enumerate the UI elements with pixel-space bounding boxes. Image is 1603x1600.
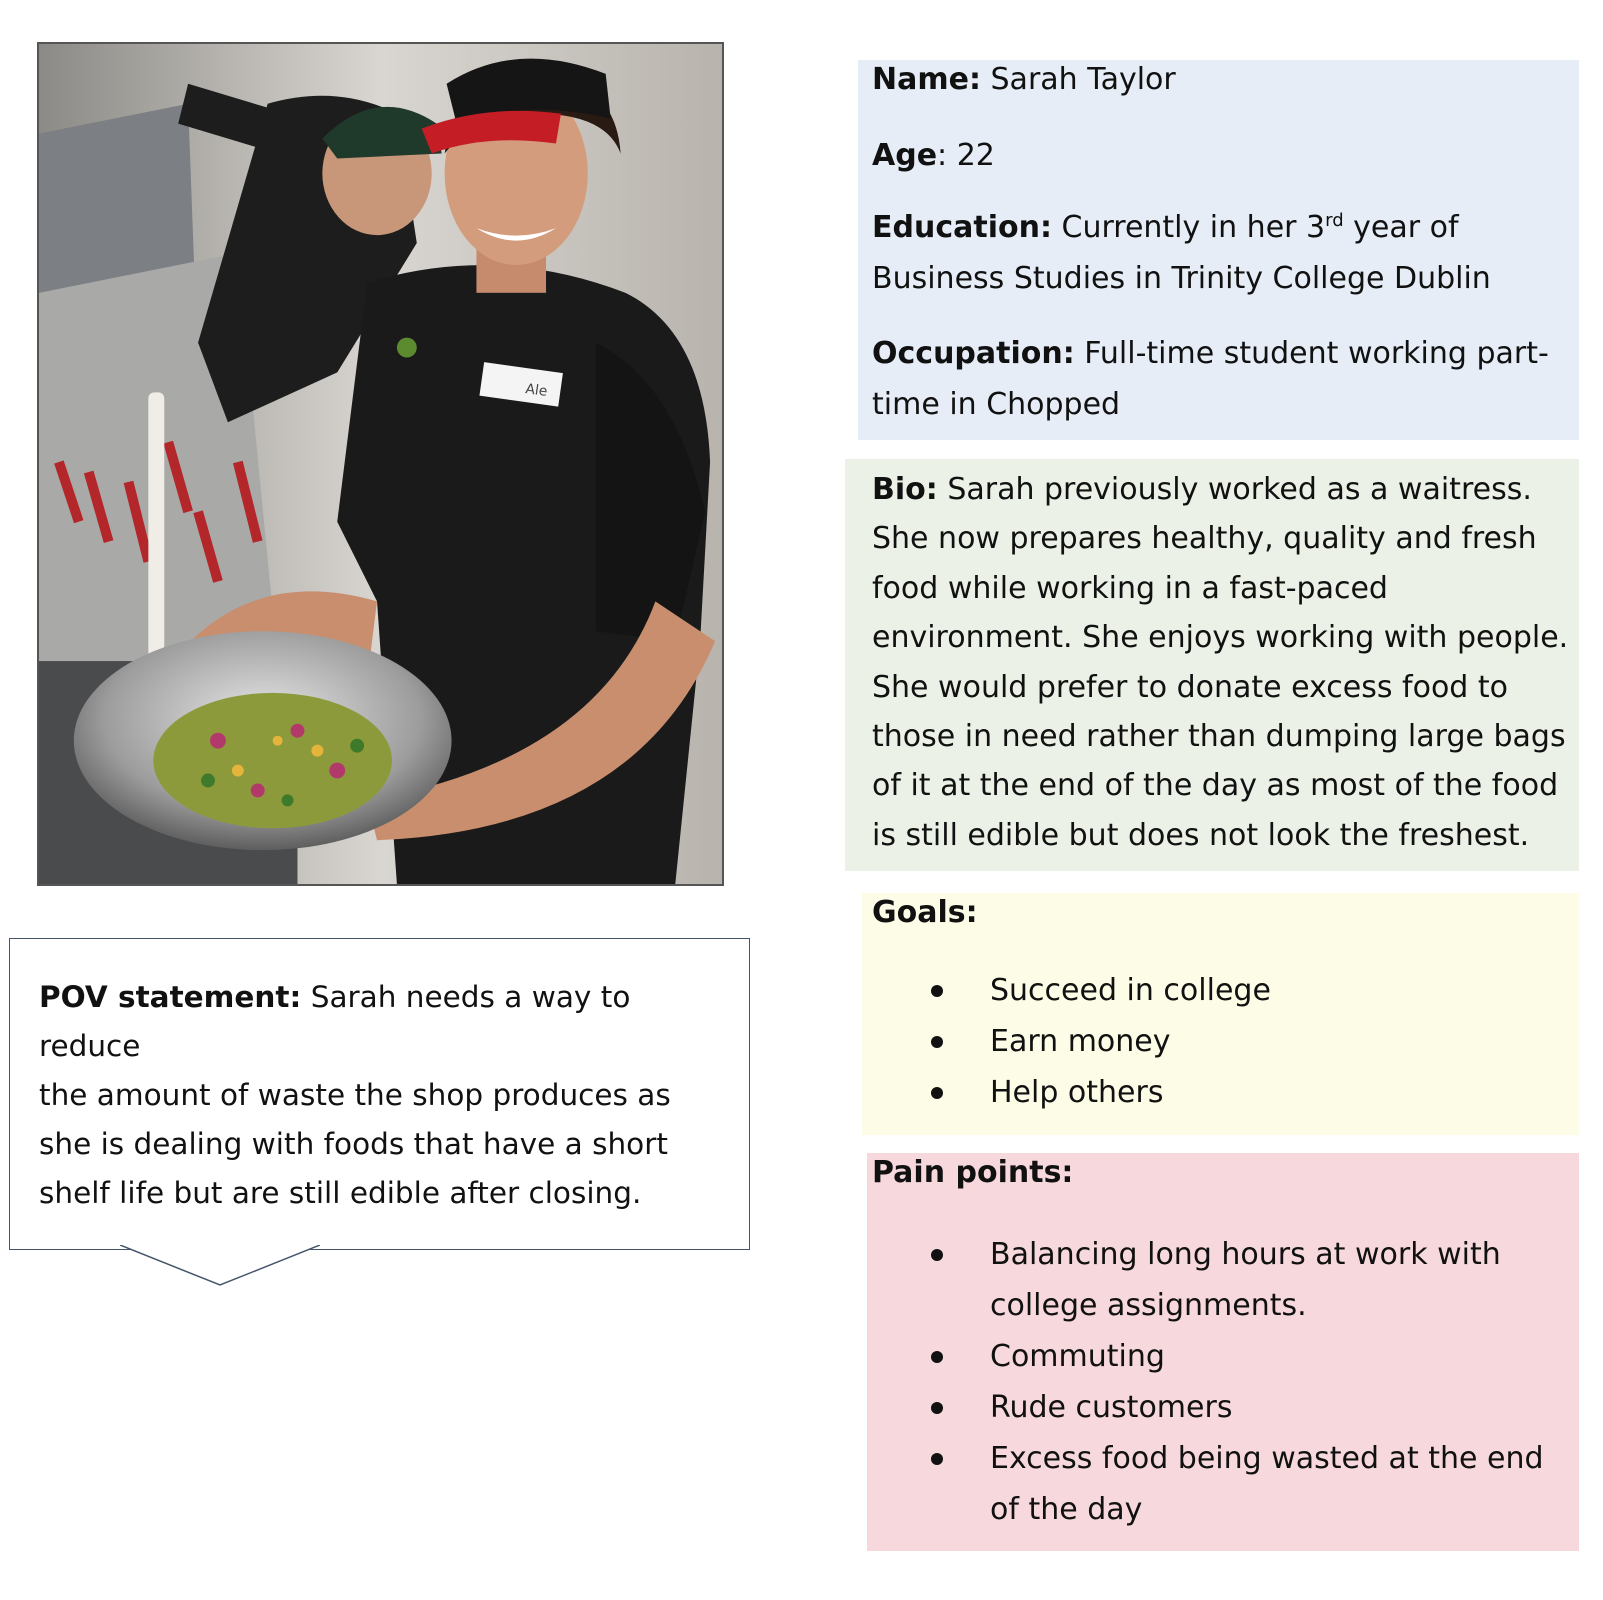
- goal-text: Help others: [990, 1075, 1164, 1110]
- bio-line-3: food while working in a fast-paced: [872, 570, 1388, 606]
- pain-point-line: Rude customers: [990, 1390, 1233, 1425]
- bio-line-1: [872, 465, 1579, 514]
- pov-label: POV statement:: [39, 980, 302, 1014]
- pain-point-line: Excess food being wasted at the end: [990, 1441, 1544, 1476]
- goal-text: Earn money: [990, 1024, 1171, 1059]
- bio-text-1: Sarah previously worked as a waitress.: [947, 472, 1532, 507]
- pain-points-list: [862, 1229, 1574, 1535]
- bullet-dot-icon: [931, 1453, 943, 1465]
- name-tag-text: Ale: [524, 381, 549, 400]
- goals-heading: Goals:: [872, 895, 978, 930]
- age-row: [872, 138, 995, 173]
- bio-line-2: She now prepares healthy, quality and fresh: [872, 521, 1537, 557]
- occupation-line-2: time in Chopped: [872, 387, 1121, 422]
- bio-line-8: is still edible but does not look the freshest.: [872, 817, 1530, 853]
- persona-info-panel: [858, 60, 1579, 440]
- goal-item: [862, 1016, 1579, 1067]
- bullet-dot-icon: [931, 1402, 943, 1414]
- pov-statement-box: [9, 938, 750, 1250]
- pain-point-item: [862, 1331, 1574, 1382]
- education-line-2: Business Studies in Trinity College Dublin: [872, 261, 1491, 296]
- name-value: Sarah Taylor: [990, 62, 1176, 97]
- pain-point-item: [862, 1433, 1574, 1535]
- pov-line-1: [39, 973, 731, 1071]
- goal-item: [862, 965, 1579, 1016]
- bio-line-7: of it at the end of the day as most of the food: [872, 768, 1559, 804]
- occupation-label: Occupation:: [872, 336, 1075, 371]
- bullet-dot-icon: [931, 1351, 943, 1363]
- bullet-dot-icon: [931, 1036, 943, 1048]
- bullet-dot-icon: [931, 1087, 943, 1099]
- goal-item: [862, 1067, 1579, 1118]
- education-text-post: year of: [1343, 210, 1459, 245]
- pain-point-line: Balancing long hours at work with: [990, 1237, 1501, 1272]
- pain-points-panel: [867, 1153, 1579, 1551]
- pain-point-item: [862, 1382, 1574, 1433]
- pain-points-heading: Pain points:: [872, 1155, 1074, 1190]
- persona-photo: [37, 42, 724, 886]
- pain-point-item: [862, 1229, 1574, 1331]
- persona-photo-illustration: [39, 44, 722, 884]
- goals-panel: [862, 893, 1579, 1135]
- pov-line-2: the amount of waste the shop produces as: [39, 1078, 671, 1112]
- pain-point-line: college assignments.: [990, 1288, 1307, 1323]
- pain-point-line: Commuting: [990, 1339, 1165, 1374]
- bio-line-5: She would prefer to donate excess food to: [872, 669, 1509, 705]
- age-colon: :: [937, 138, 948, 173]
- age-value: 22: [956, 138, 995, 173]
- pov-line-3: she is dealing with foods that have a short: [39, 1127, 668, 1161]
- education-superscript: rd: [1325, 210, 1344, 231]
- name-label: Name:: [872, 62, 981, 97]
- bullet-dot-icon: [931, 1249, 943, 1261]
- education-label: Education:: [872, 210, 1052, 245]
- goal-text: Succeed in college: [990, 973, 1271, 1008]
- bullet-dot-icon: [931, 985, 943, 997]
- occupation-text-1: Full-time student working part-: [1084, 336, 1549, 371]
- bio-panel: [845, 459, 1579, 871]
- goals-list: [862, 965, 1579, 1118]
- bio-label: Bio:: [872, 472, 938, 507]
- pov-text-1: Sarah needs a way to reduce: [39, 980, 631, 1063]
- education-text-pre: Currently in her 3: [1061, 210, 1326, 245]
- name-row: [872, 62, 1176, 97]
- age-label: Age: [872, 138, 938, 173]
- pov-line-4: shelf life but are still edible after closing.: [39, 1176, 642, 1210]
- occupation-row: [872, 336, 1549, 371]
- bio-line-6: those in need rather than dumping large bags: [872, 719, 1566, 755]
- pov-callout-tail: [120, 1245, 320, 1290]
- bio-line-4: environment. She enjoys working with people.: [872, 620, 1569, 656]
- pain-point-line: of the day: [990, 1492, 1143, 1527]
- education-row: [872, 210, 1459, 245]
